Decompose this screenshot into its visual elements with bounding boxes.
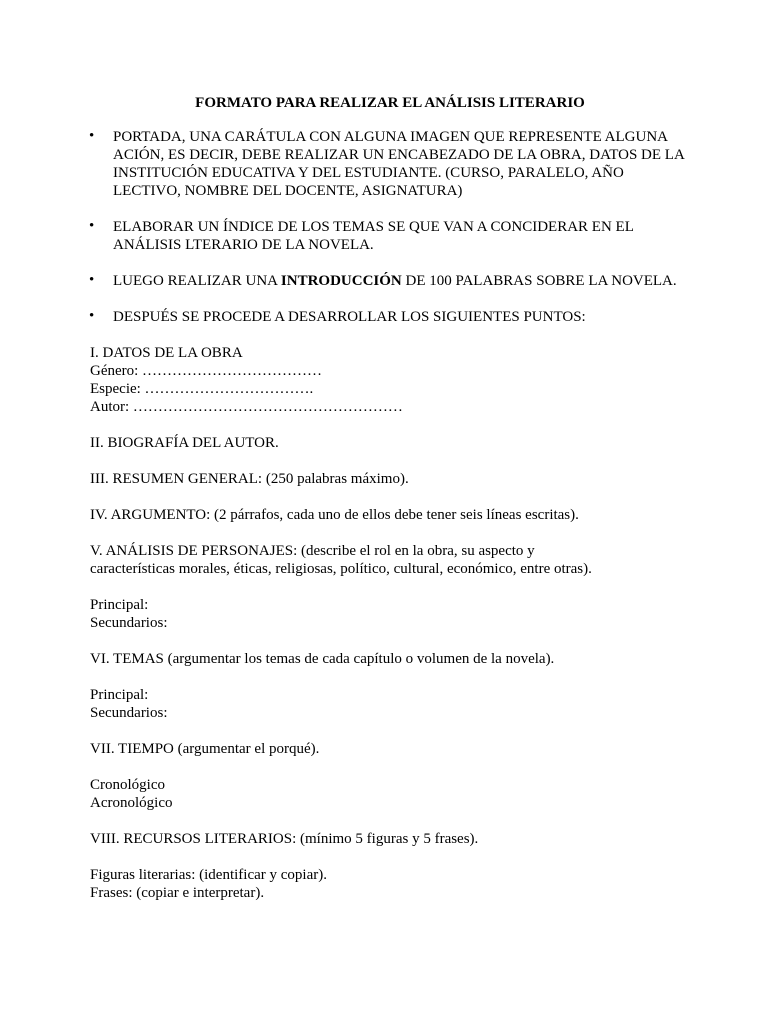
document-page — [90, 94, 690, 920]
section-argumento — [90, 506, 690, 524]
section-tiempo-items — [90, 776, 690, 812]
section-resumen — [90, 470, 690, 488]
section-recursos-items — [90, 866, 690, 902]
instructions-list — [90, 128, 690, 326]
list-item-text: DESPUÉS SE PROCEDE A DESARROLLAR LOS SIGUIENTES PUNTOS: — [113, 309, 586, 325]
section-heading-continued: características morales, éticas, religiosas, político, cultural, económico, entre otras). — [90, 561, 592, 577]
secundarios-label: Secundarios: — [90, 615, 168, 631]
section-heading: IV. ARGUMENTO: (2 párrafos, cada uno de ellos debe tener seis líneas escritas). — [90, 507, 579, 523]
bullet-icon: • — [89, 272, 95, 288]
list-item — [90, 308, 690, 326]
section-heading: I. DATOS DE LA OBRA — [90, 345, 243, 361]
bullet-icon: • — [89, 218, 95, 234]
principal-label: Principal: — [90, 597, 149, 613]
section-temas-items — [90, 686, 690, 722]
section-heading: VII. TIEMPO (argumentar el porqué). — [90, 741, 320, 757]
section-recursos — [90, 830, 690, 848]
section-heading: V. ANÁLISIS DE PERSONAJES: (describe el rol en la obra, su aspecto y — [90, 543, 535, 559]
section-heading: VIII. RECURSOS LITERARIOS: (mínimo 5 figuras y 5 frases). — [90, 831, 479, 847]
list-item-text-before: LUEGO REALIZAR UNA — [113, 273, 281, 289]
list-item — [90, 272, 690, 290]
list-item-text-after: DE 100 PALABRAS SOBRE LA NOVELA. — [401, 273, 677, 289]
section-heading: III. RESUMEN GENERAL: (250 palabras máximo). — [90, 471, 409, 487]
secundarios-label: Secundarios: — [90, 705, 168, 721]
section-heading: II. BIOGRAFÍA DEL AUTOR. — [90, 435, 279, 451]
especie-field: Especie: ……………………………. — [90, 381, 314, 397]
section-personajes-items — [90, 596, 690, 632]
frases-label: Frases: (copiar e interpretar). — [90, 885, 265, 901]
bullet-icon: • — [89, 128, 95, 144]
section-temas — [90, 650, 690, 668]
cronologico-label: Cronológico — [90, 777, 165, 793]
list-item — [90, 128, 690, 200]
section-tiempo — [90, 740, 690, 758]
list-item-bold-text: INTRODUCCIÓN — [280, 273, 402, 289]
list-item-text: ELABORAR UN ÍNDICE DE LOS TEMAS SE QUE VAN A CONCIDERAR EN EL ANÁLISIS LTERARIO DE LA NOVELA. — [113, 219, 634, 253]
document-title: FORMATO PARA REALIZAR EL ANÁLISIS LITERARIO — [195, 95, 585, 111]
acronologico-label: Acronológico — [90, 795, 173, 811]
list-item — [90, 218, 690, 254]
section-heading: VI. TEMAS (argumentar los temas de cada capítulo o volumen de la novela). — [90, 651, 555, 667]
section-personajes — [90, 542, 690, 578]
autor-field: Autor: ……………………………………………… — [90, 399, 403, 415]
genero-field: Género: ……………………………… — [90, 363, 323, 379]
section-datos — [90, 344, 690, 416]
bullet-icon: • — [89, 308, 95, 324]
section-biografia — [90, 434, 690, 452]
list-item-text: PORTADA, UNA CARÁTULA CON ALGUNA IMAGEN QUE REPRESENTE ALGUNA ACIÓN, ES DECIR, DEBE REALIZAR UN ENCABEZADO DE LA OBRA, DATOS DE LA INSTITUCIÓN EDUCATIVA Y DEL ESTUDIANTE. (CURSO, PARALELO, AÑO LECTIVO, NOMBRE DEL DOCENTE, ASIGNATURA) — [113, 129, 684, 199]
principal-label: Principal: — [90, 687, 149, 703]
figuras-label: Figuras literarias: (identificar y copiar). — [90, 867, 327, 883]
